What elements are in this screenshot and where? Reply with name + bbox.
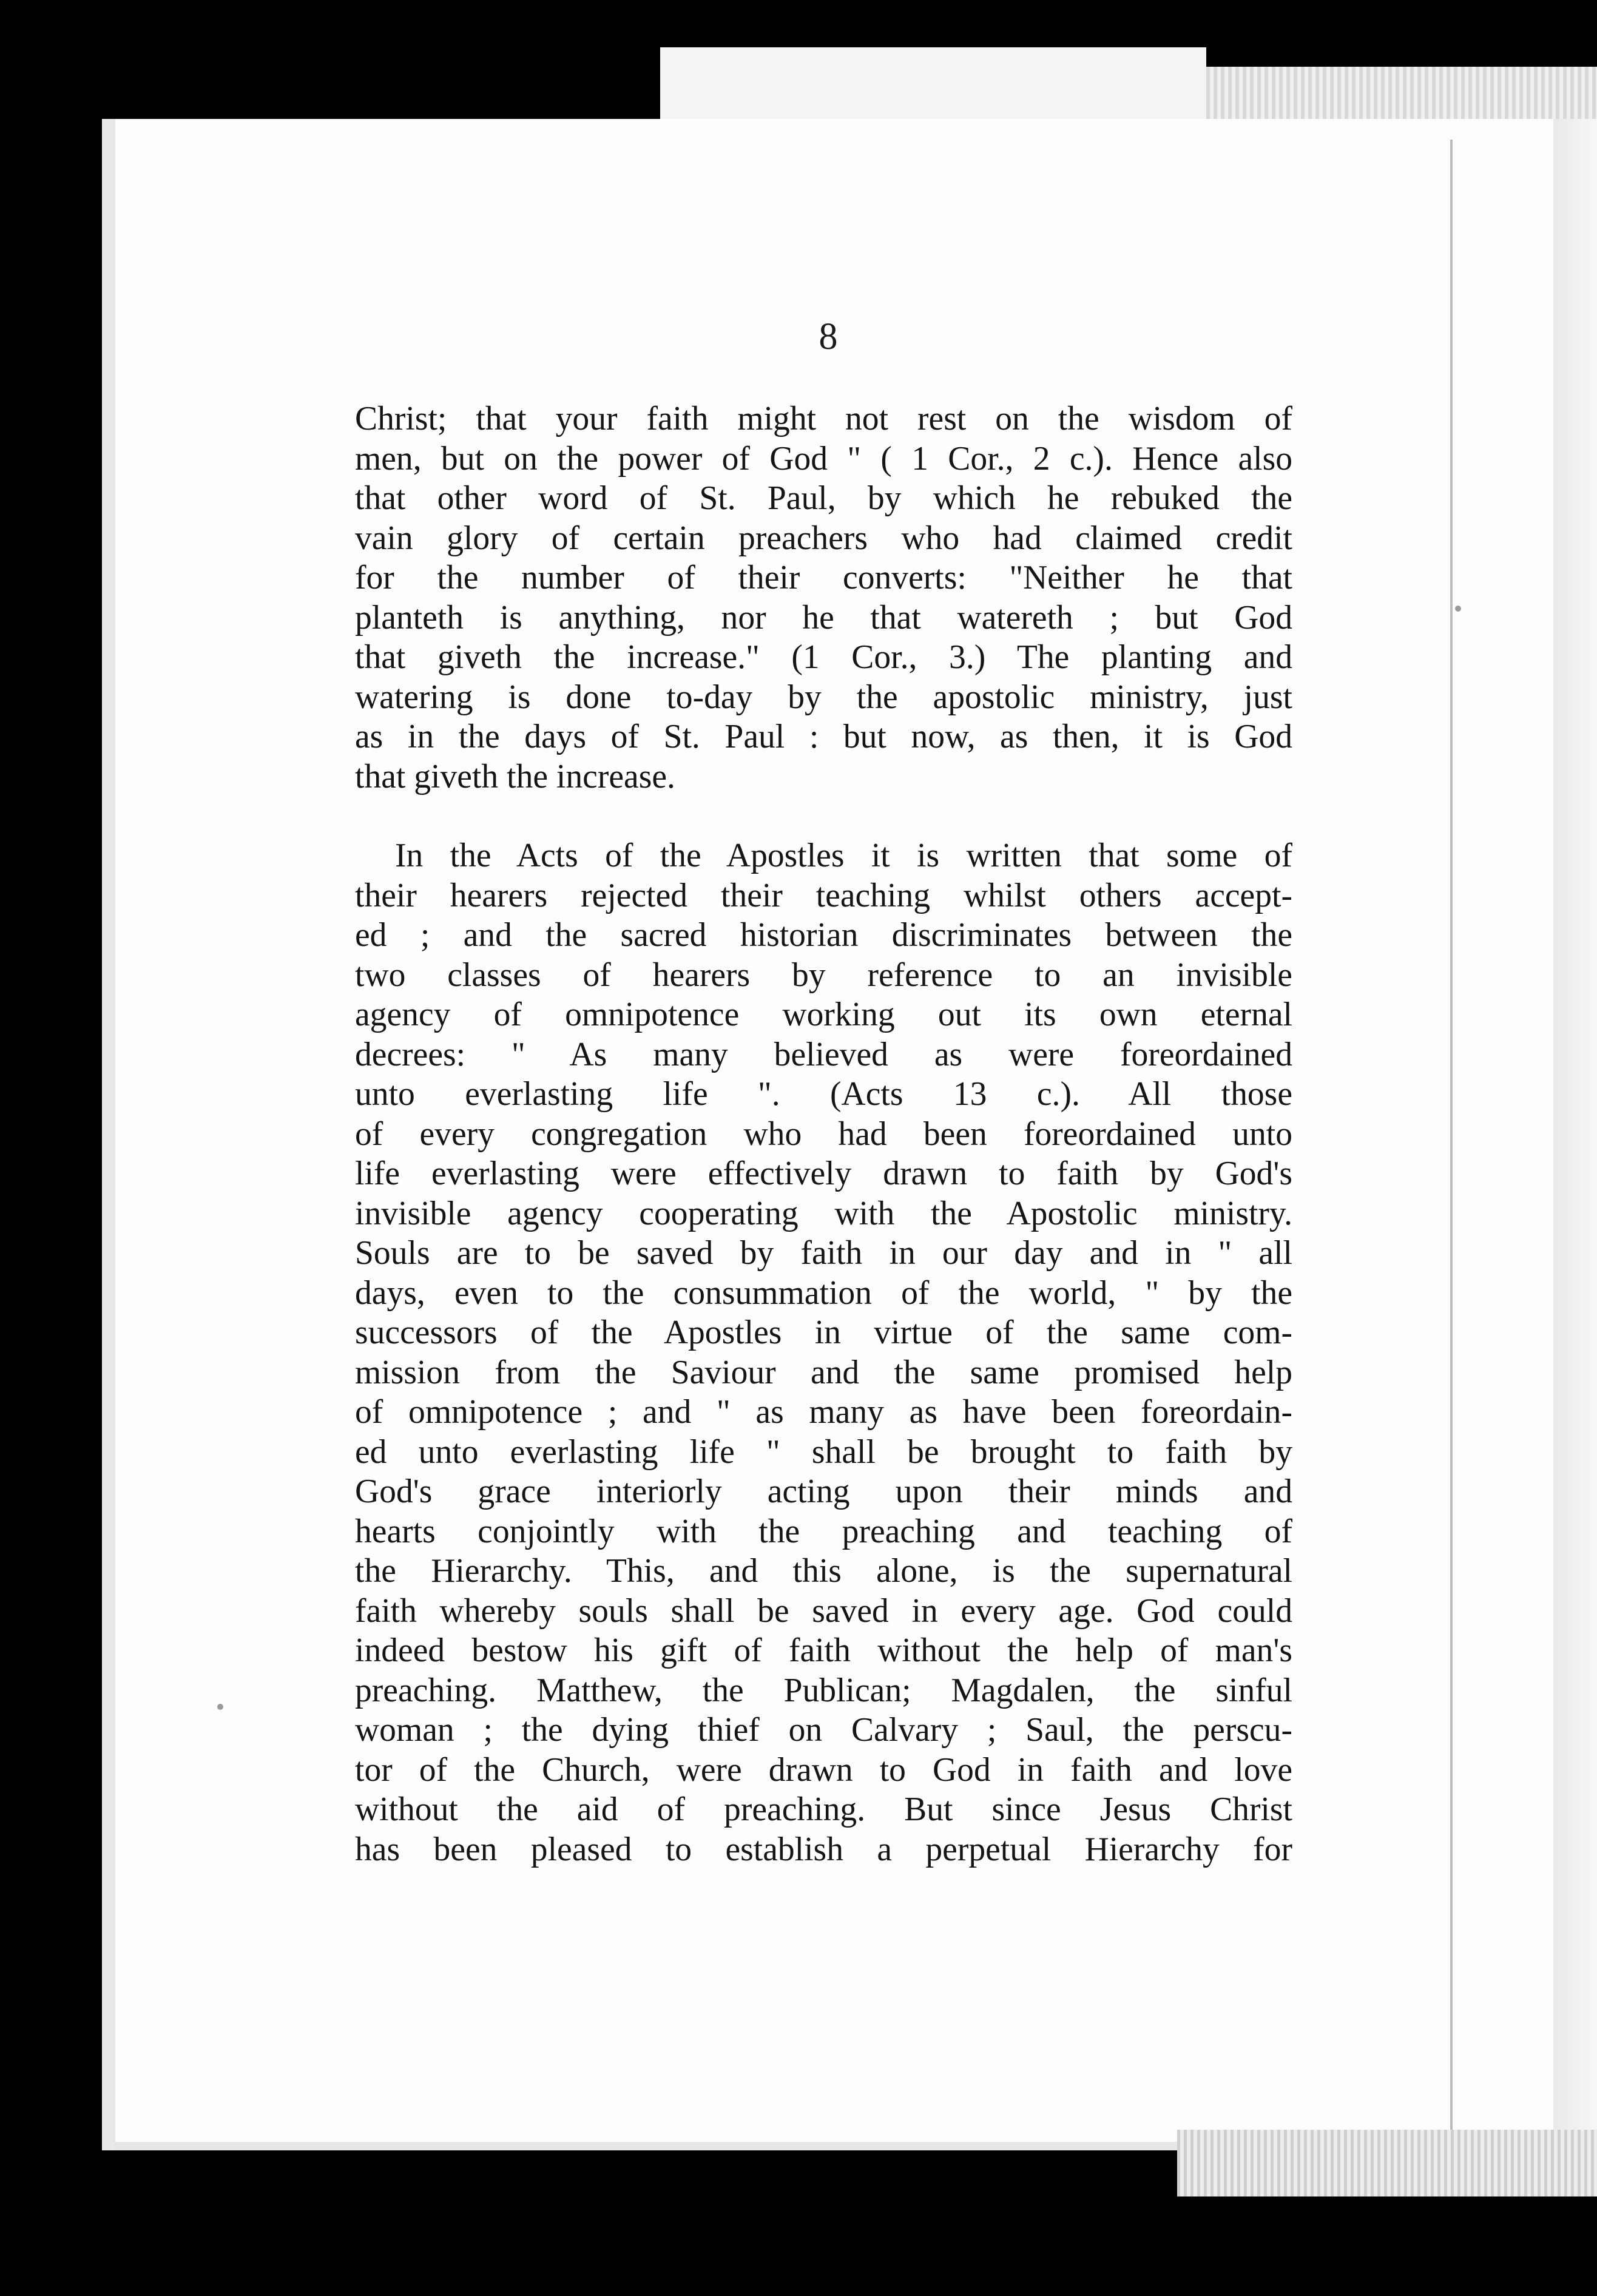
- text-line: life everlasting were effectively drawn to faith by God's: [355, 1155, 1292, 1192]
- text-line: men, but on the power of God " ( 1 Cor., 2 c.). Hence also: [355, 439, 1292, 478]
- scan-speck: [217, 1704, 223, 1710]
- text-line: Souls are to be saved by faith in our day and in " all: [355, 1234, 1292, 1272]
- text-line: the Hierarchy. This, and this alone, is the supernatural: [355, 1552, 1292, 1590]
- adjacent-page-edge: [1553, 119, 1597, 2150]
- text-line: without the aid of preaching. But since Jesus Christ: [355, 1791, 1292, 1828]
- text-line: invisible agency cooperating with the Apostolic ministry.: [355, 1194, 1292, 1232]
- text-line: planteth is anything, nor he that watereth ; but God: [355, 598, 1292, 636]
- text-line: successors of the Apostles in virtue of the same com-: [355, 1314, 1292, 1351]
- text-line: mission from the Saviour and the same promised help: [355, 1353, 1292, 1391]
- text-line: watering is done to-day by the apostolic ministry, just: [355, 678, 1292, 716]
- paragraph-2: [355, 836, 1292, 1869]
- text-line: preaching. Matthew, the Publican; Magdalen, the sinful: [355, 1671, 1292, 1709]
- page-number: 8: [819, 316, 838, 357]
- text-line: In the Acts of the Apostles it is written that some of: [395, 837, 1292, 874]
- text-line: unto everlasting life ". (Acts 13 c.). All those: [355, 1075, 1292, 1113]
- scan-top-tab: [660, 47, 1206, 126]
- text-line: has been pleased to establish a perpetual Hierarchy for: [355, 1830, 1292, 1868]
- text-line: indeed bestow his gift of faith without the help of man's: [355, 1632, 1292, 1669]
- scan-bottom-right-strip: [1177, 2130, 1597, 2196]
- text-line: God's grace interiorly acting upon their minds and: [355, 1473, 1292, 1510]
- text-line: decrees: " As many believed as were foreordained: [355, 1035, 1292, 1073]
- text-line: faith whereby souls shall be saved in every age. God could: [355, 1592, 1292, 1630]
- text-line: ed unto everlasting life " shall be brought to faith by: [355, 1433, 1292, 1471]
- text-line: that giveth the increase." (1 Cor., 3.) The planting and: [355, 638, 1292, 676]
- text-line: tor of the Church, were drawn to God in faith and love: [355, 1751, 1292, 1789]
- text-line: ed ; and the sacred historian discriminates between the: [355, 916, 1292, 954]
- text-line: days, even to the consummation of the world, " by the: [355, 1274, 1292, 1312]
- text-line: of every congregation who had been foreordained unto: [355, 1115, 1292, 1153]
- page-fold-line: [1450, 140, 1453, 2142]
- text-line: that other word of St. Paul, by which he rebuked the: [355, 479, 1292, 517]
- text-line: vain glory of certain preachers who had claimed credit: [355, 519, 1292, 557]
- text-line: of omnipotence ; and " as many as have been foreordain-: [355, 1393, 1292, 1431]
- text-line: agency of omnipotence working out its own eternal: [355, 996, 1292, 1033]
- text-line: that giveth the increase.: [355, 757, 675, 795]
- text-line: hearts conjointly with the preaching and teaching of: [355, 1512, 1292, 1550]
- text-line: for the number of their converts: "Neither he that: [355, 559, 1292, 596]
- scan-speck: [1455, 606, 1461, 612]
- text-line: Christ; that your faith might not rest on the wisdom of: [355, 400, 1292, 437]
- text-line: as in the days of St. Paul : but now, as then, it is God: [355, 718, 1292, 755]
- text-line: two classes of hearers by reference to an invisible: [355, 956, 1292, 994]
- text-line: their hearers rejected their teaching whilst others accept-: [355, 876, 1292, 914]
- text-line: woman ; the dying thief on Calvary ; Saul, the perscu-: [355, 1711, 1292, 1749]
- paragraph-1: [355, 399, 1292, 797]
